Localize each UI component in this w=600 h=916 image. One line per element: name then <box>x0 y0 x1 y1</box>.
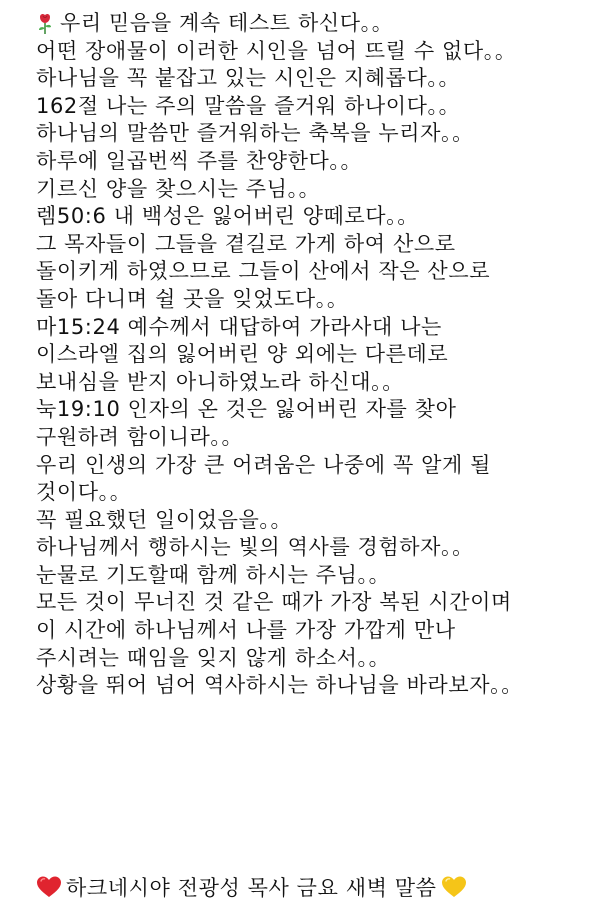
note-line-24: 주시려는 때임을 잊지 않게 하소서。。 <box>36 645 391 670</box>
yellow-heart-icon <box>441 875 467 899</box>
note-line-18: 것이다。。 <box>36 480 132 505</box>
note-line-17: 우리 인생의 가장 큰 어려움은 나중에 꼭 알게 될 <box>36 452 492 477</box>
note-line-2: 어떤 장애물이 이러한 시인을 넘어 뜨릴 수 없다。。 <box>36 38 517 63</box>
signature-text: 하크네시야 전광성 목사 금요 새벽 말씀 <box>66 876 437 900</box>
note-line-20: 하나님께서 행하시는 빛의 역사를 경험하자。。 <box>36 535 474 560</box>
note-line-22: 모든 것이 무너진 것 같은 때가 가장 복된 시간이며 <box>36 590 512 615</box>
note-line-15: 눅19:10 인자의 온 것은 잃어버린 자를 찾아 <box>36 397 457 422</box>
note-line-14: 보내심을 받지 아니하였노라 하신대。。 <box>36 369 404 394</box>
note-line-10: 돌이키게 하였으므로 그들이 산에서 작은 산으로 <box>36 259 491 284</box>
note-line-6: 하루에 일곱번씩 주를 찬양한다。。 <box>36 148 363 173</box>
note-line-13: 이스라엘 집의 잃어버린 양 외에는 다른데로 <box>36 342 449 367</box>
note-lines <box>36 10 592 700</box>
note-line-16: 구원하려 함이니라。。 <box>36 424 244 449</box>
red-heart-icon <box>36 875 62 899</box>
rose-icon <box>36 13 54 35</box>
note-line-23: 이 시간에 하나님께서 나를 가장 가깝게 만나 <box>36 618 456 643</box>
note-line-4: 162절 나는 주의 말씀을 즐거워 하나이다。。 <box>36 93 461 118</box>
note-line-8: 렘50:6 내 백성은 잃어버린 양떼로다。。 <box>36 204 419 229</box>
note-line-12: 마15:24 예수께서 대답하여 가라사대 나는 <box>36 314 442 339</box>
note-line-7: 기르신 양을 찾으시는 주님。。 <box>36 176 321 201</box>
note-line-21: 눈물로 기도할때 함께 하시는 주님。。 <box>36 562 391 587</box>
note-line-19: 꼭 필요했던 일이었음을。。 <box>36 507 293 532</box>
note-line-9: 그 목자들이 그들을 곁길로 가게 하여 산으로 <box>36 231 456 256</box>
note-line-5: 하나님의 말씀만 즐거워하는 축복을 누리자。。 <box>36 121 474 146</box>
note-line-1 <box>36 10 592 38</box>
note-line-text: 우리 믿음을 계속 테스트 하신다。。 <box>60 11 394 35</box>
note-line-3: 하나님을 꼭 붙잡고 있는 시인은 지혜롭다。。 <box>36 66 461 91</box>
signature-line <box>36 872 467 902</box>
note-line-25: 상황을 뛰어 넘어 역사하시는 하나님을 바라보자。。 <box>36 673 523 698</box>
note-line-11: 돌아 다니며 쉴 곳을 잊었도다。。 <box>36 286 349 311</box>
